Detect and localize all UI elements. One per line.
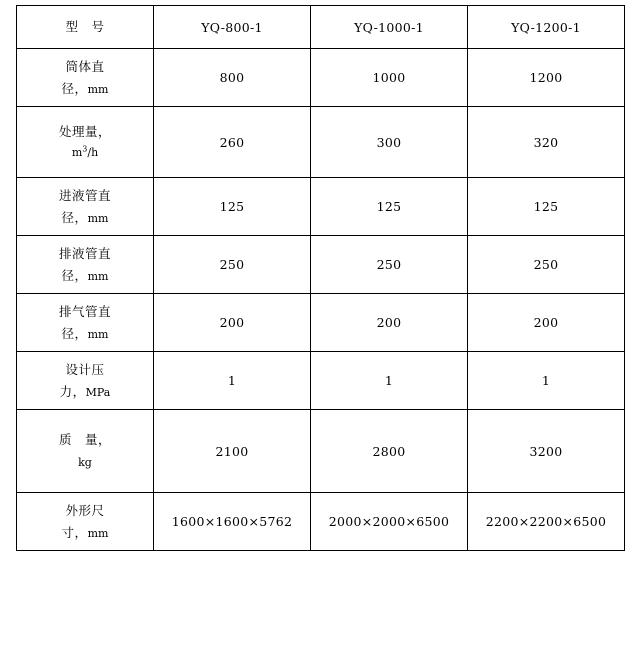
cell-value: 125: [311, 178, 468, 236]
row-label-unit-exponent: 3: [82, 144, 88, 154]
row-label-capacity: [17, 107, 154, 178]
cell-value: 300: [311, 107, 468, 178]
row-label-unit-base: m: [71, 146, 83, 160]
cell-value: 125: [468, 178, 625, 236]
specification-table: [16, 5, 625, 551]
header-cell-yq1200: YQ-1200-1: [468, 6, 625, 49]
cell-value: 1000: [311, 49, 468, 107]
row-label-line1: 筒体直: [65, 58, 105, 74]
table-row: [17, 410, 625, 493]
table-row: [17, 49, 625, 107]
row-label-unit: mm: [87, 327, 109, 341]
table-header-row: [17, 6, 625, 49]
cell-value: 1200: [468, 49, 625, 107]
row-label-unit: mm: [87, 211, 109, 225]
row-label-unit-tail: /h: [87, 146, 99, 160]
cell-value: 320: [468, 107, 625, 178]
cell-value: 125: [154, 178, 311, 236]
row-label-overall-dimensions: [17, 493, 154, 551]
table-row: [17, 294, 625, 352]
row-label-unit: kg: [78, 456, 92, 469]
cell-value: 200: [468, 294, 625, 352]
row-label-unit: mm: [87, 269, 109, 283]
cell-value: 800: [154, 49, 311, 107]
cell-value: 1: [154, 352, 311, 410]
row-label-line2: 径，: [61, 80, 88, 96]
row-label-line1: 处理量，: [58, 124, 111, 140]
table-row: [17, 236, 625, 294]
cell-value: 250: [154, 236, 311, 294]
row-label-unit: MPa: [85, 385, 111, 399]
cell-value: 2800: [311, 410, 468, 493]
cell-value: 1: [468, 352, 625, 410]
cell-value: 250: [311, 236, 468, 294]
row-label-unit: mm: [87, 82, 109, 96]
row-label-line2: 径，: [61, 325, 88, 341]
header-cell-yq800: YQ-800-1: [154, 6, 311, 49]
row-label-shell-diameter: [17, 49, 154, 107]
row-label-unit: mm: [87, 526, 109, 540]
row-label-line2: 寸，: [61, 524, 88, 540]
row-label-line1: 排气管直: [58, 303, 111, 319]
row-label-line1: 质 量，: [58, 432, 111, 448]
header-cell-yq1000: YQ-1000-1: [311, 6, 468, 49]
row-label-line1: 外形尺: [65, 502, 105, 518]
cell-value: 200: [154, 294, 311, 352]
cell-value: 2100: [154, 410, 311, 493]
row-label-design-pressure: [17, 352, 154, 410]
table-row: [17, 178, 625, 236]
row-label-line2: 径，: [61, 267, 88, 283]
row-label-exhaust-pipe-diameter: [17, 294, 154, 352]
cell-value: 200: [311, 294, 468, 352]
cell-value: 1600×1600×5762: [154, 493, 311, 551]
row-label-inlet-pipe-diameter: [17, 178, 154, 236]
row-label-outlet-pipe-diameter: [17, 236, 154, 294]
row-label-line1: 进液管直: [58, 187, 111, 203]
row-label-line2: 径，: [61, 209, 88, 225]
row-label-line2: 力，: [59, 383, 86, 399]
row-label-line1: 设计压: [65, 361, 105, 377]
cell-value: 250: [468, 236, 625, 294]
table-row: [17, 493, 625, 551]
cell-value: 3200: [468, 410, 625, 493]
table-row: [17, 352, 625, 410]
cell-value: 1: [311, 352, 468, 410]
cell-value: 260: [154, 107, 311, 178]
cell-value: 2000×2000×6500: [311, 493, 468, 551]
header-cell-model: 型 号: [17, 6, 154, 49]
cell-value: 2200×2200×6500: [468, 493, 625, 551]
table-row: [17, 107, 625, 178]
row-label-line1: 排液管直: [58, 245, 111, 261]
row-label-weight: [17, 410, 154, 493]
